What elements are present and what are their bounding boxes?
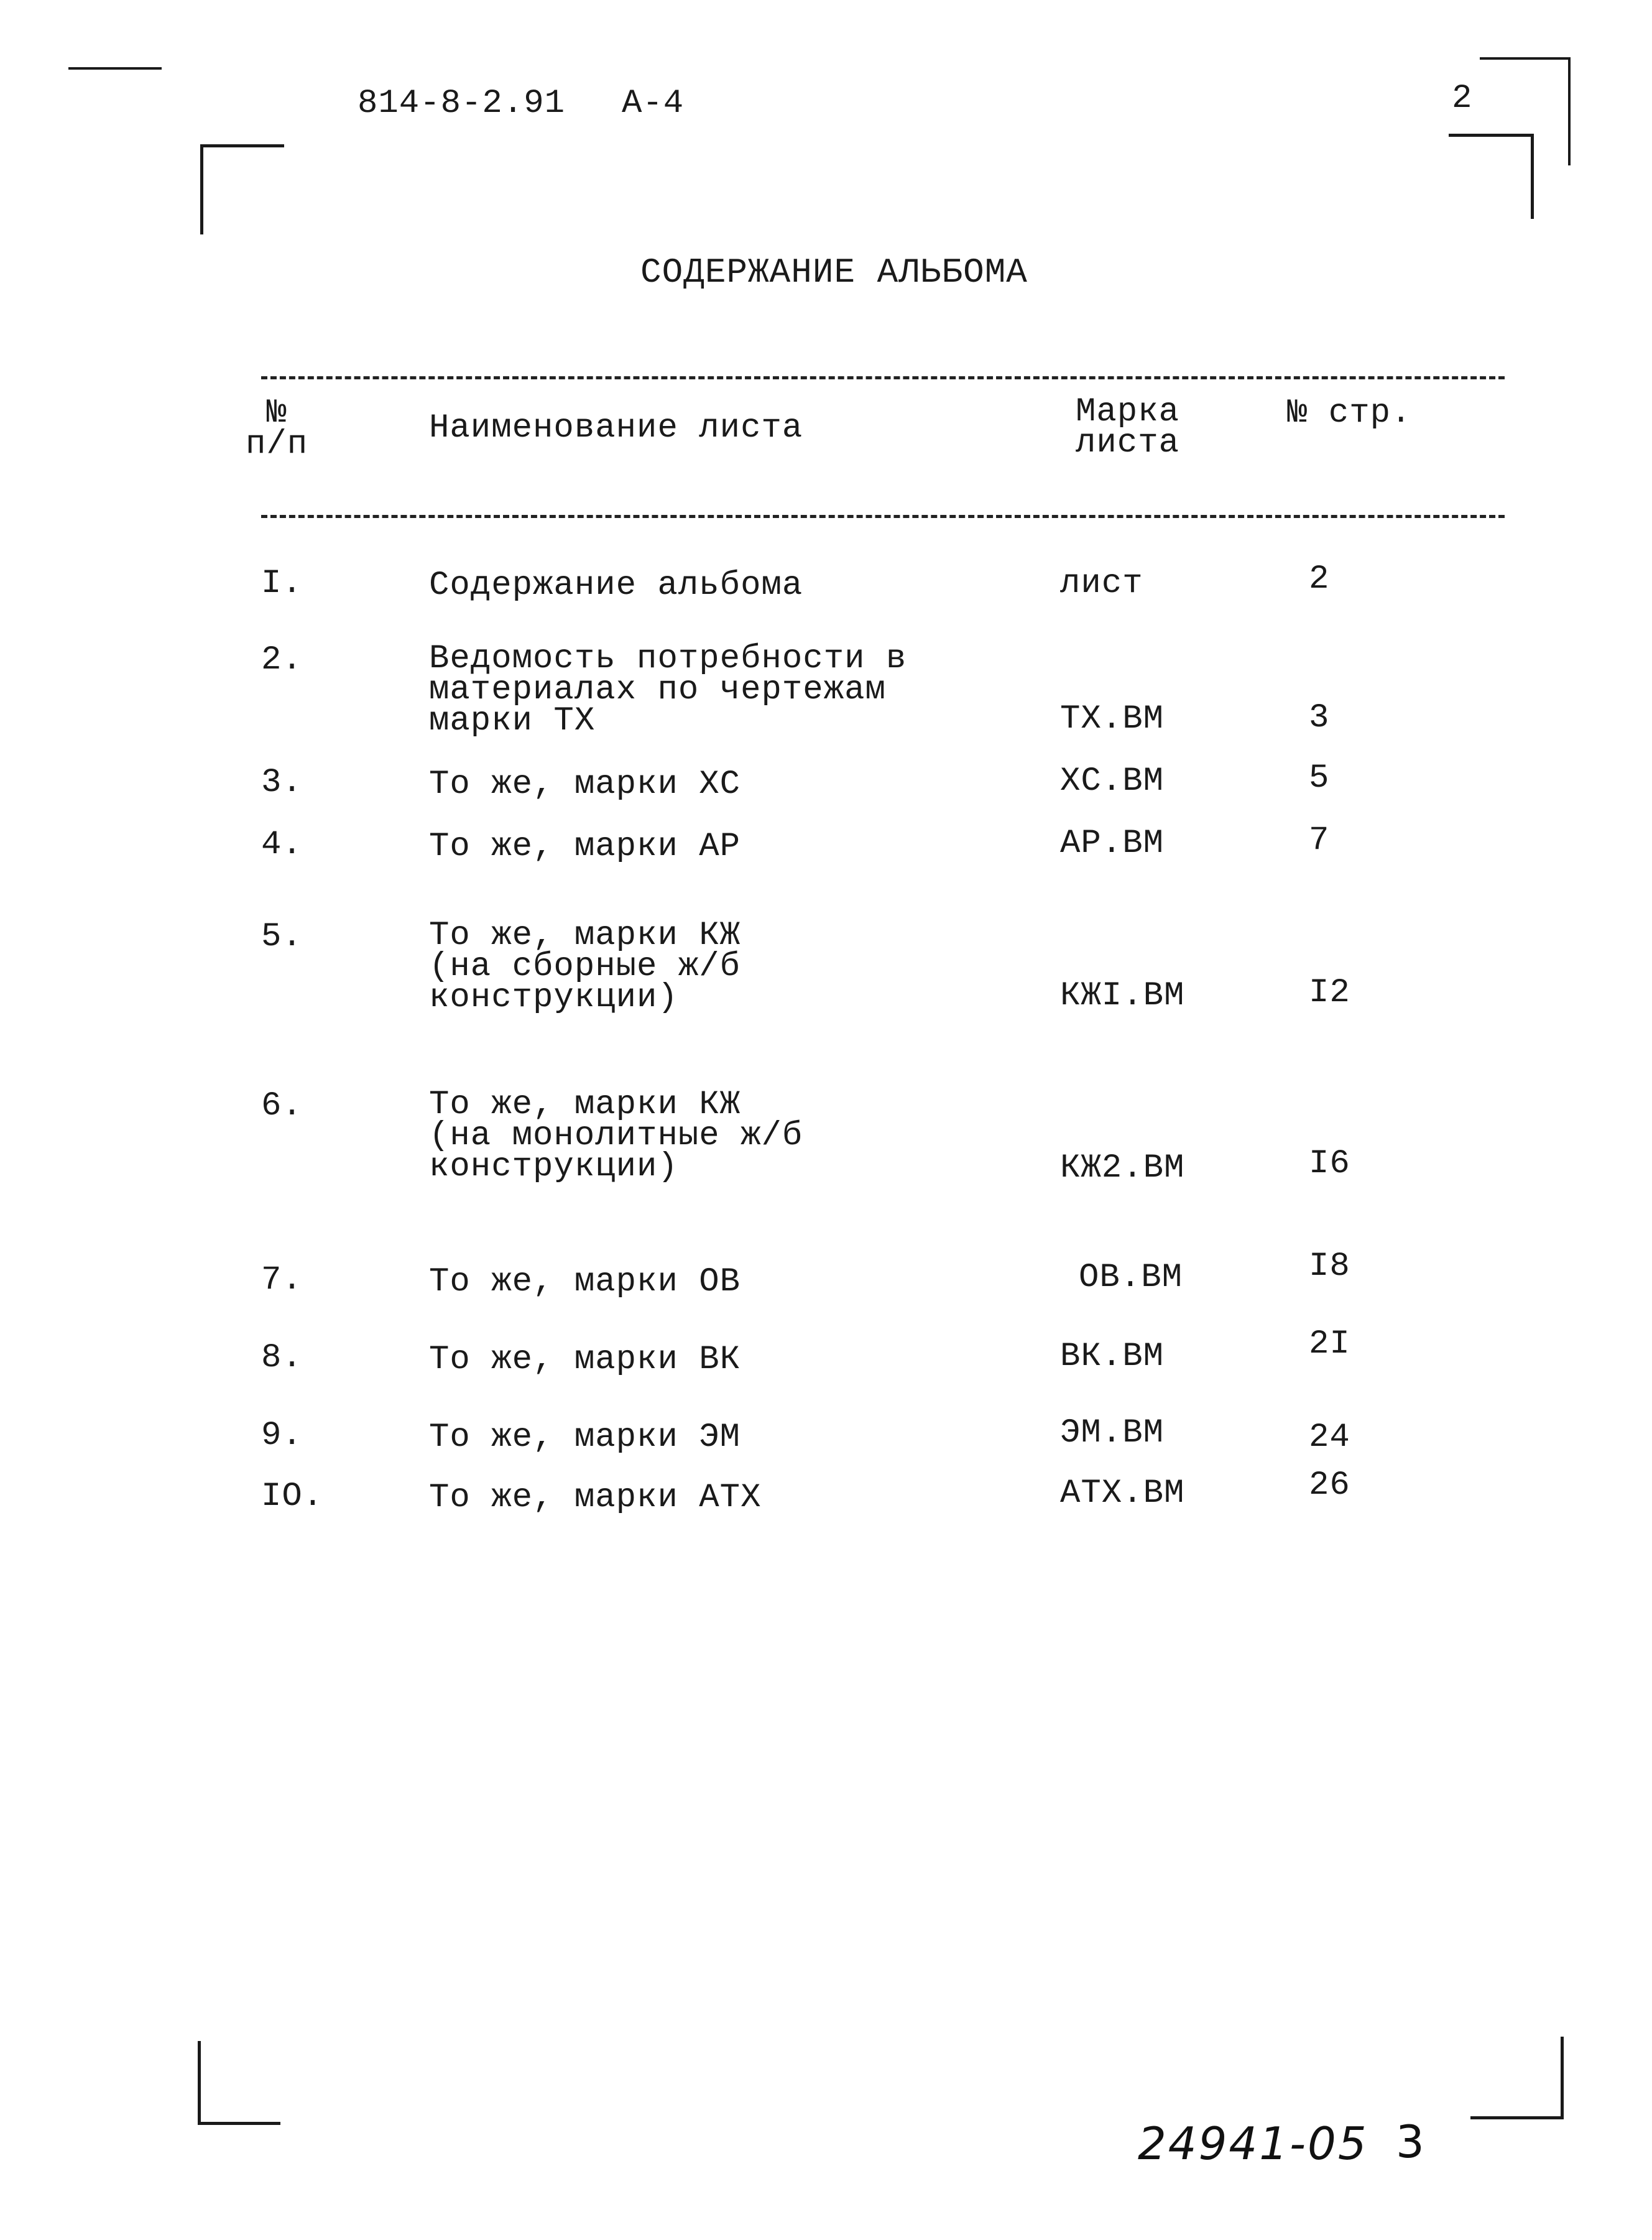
archive-stamp-number: 24941-05 (1138, 2117, 1368, 2170)
row-page: 5 (1309, 759, 1330, 797)
top-right-corner-mark (1449, 134, 1534, 219)
row-name: Ведомость потребности в материалах по чертежам марки ТХ (429, 640, 907, 740)
row-mark: ВК.ВМ (1060, 1338, 1165, 1376)
row-number: 2. (261, 641, 303, 679)
top-left-rule (68, 67, 162, 70)
row-name: То же, марки АР (429, 828, 741, 866)
row-page: I2 (1309, 974, 1350, 1012)
row-number: 3. (261, 764, 303, 802)
row-name: То же, марки АТХ (429, 1479, 762, 1517)
row-page: 24 (1309, 1419, 1350, 1456)
column-header-mark: Марка листа (1076, 393, 1180, 462)
row-page: 2I (1309, 1325, 1350, 1363)
row-number: IO. (261, 1478, 324, 1516)
row-name: То же, марки ОВ (429, 1263, 741, 1301)
row-number: 9. (261, 1417, 303, 1455)
top-left-corner-mark (200, 144, 284, 234)
row-name: То же, марки ХС (429, 766, 741, 803)
row-number: 8. (261, 1339, 303, 1377)
row-page: 26 (1309, 1466, 1350, 1504)
document-code: 814-8-2.91 (358, 85, 566, 123)
row-number: 7. (261, 1261, 303, 1299)
row-mark: АР.ВМ (1060, 825, 1165, 863)
row-mark: ХС.ВМ (1060, 762, 1165, 800)
row-mark: КЖ2.ВМ (1060, 1149, 1185, 1187)
column-header-page: № стр. (1287, 394, 1412, 432)
row-mark: лист (1060, 565, 1143, 603)
column-header-name: Наименование листа (429, 409, 803, 447)
header-bottom-divider (261, 515, 1505, 518)
row-page: 7 (1309, 821, 1330, 859)
row-mark: АТХ.ВМ (1060, 1474, 1185, 1512)
archive-stamp-suffix: 3 (1396, 2116, 1426, 2168)
row-page: I6 (1309, 1145, 1350, 1183)
bottom-right-corner-mark (1470, 2037, 1564, 2119)
row-name: То же, марки ЭМ (429, 1419, 741, 1456)
row-page: 2 (1309, 560, 1330, 598)
row-number: 5. (261, 918, 303, 956)
page-number: 2 (1452, 80, 1473, 118)
row-name: То же, марки КЖ (на сборные ж/б конструкции) (429, 917, 741, 1017)
page-title: СОДЕРЖАНИЕ АЛЬБОМА (640, 252, 1028, 292)
column-header-number: № п/п (246, 394, 308, 463)
header-top-divider (261, 376, 1505, 379)
row-mark: ЭМ.ВМ (1060, 1414, 1165, 1452)
bottom-left-corner-mark (198, 2041, 280, 2125)
row-page: I8 (1309, 1247, 1350, 1285)
row-number: I. (261, 565, 303, 603)
row-mark: ОВ.ВМ (1079, 1259, 1183, 1297)
row-mark: ТХ.ВМ (1060, 700, 1165, 738)
row-name: Содержание альбома (429, 567, 803, 604)
row-name: То же, марки КЖ (на монолитные ж/б конструкции) (429, 1086, 803, 1186)
row-page: 3 (1309, 699, 1330, 737)
row-name: То же, марки ВК (429, 1341, 741, 1379)
row-number: 4. (261, 826, 303, 864)
album-code: А-4 (622, 85, 685, 123)
row-number: 6. (261, 1087, 303, 1125)
row-mark: КЖI.ВМ (1060, 977, 1185, 1015)
